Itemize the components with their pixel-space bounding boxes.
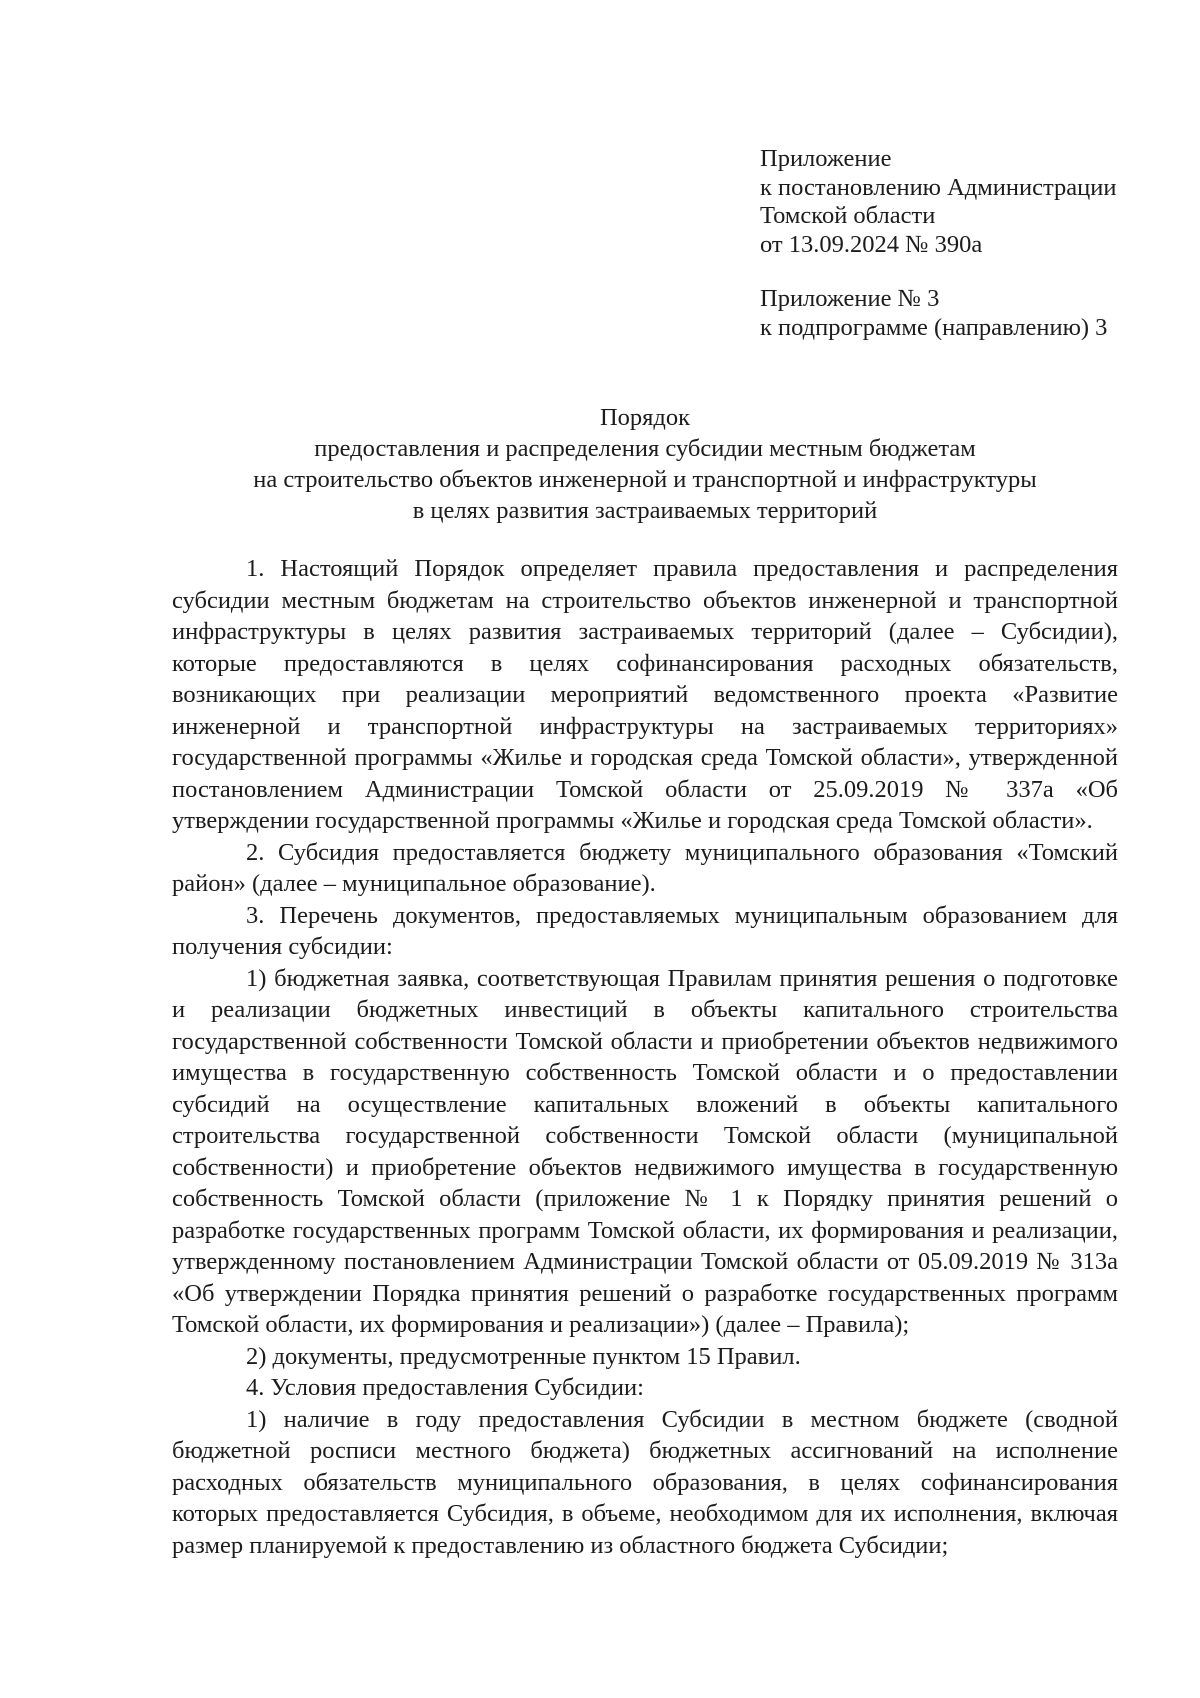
paragraph-1: 1. Настоящий Порядок определяет правила предоставления и распределения субсидии местным бюджетам на строительство объектов инженерной и транспортной инфраструктуры в целях развития застраиваемых территорий (далее – Субсидии), которые предоставляются в целях софинансирования расходных обязательств, возникающих при реализации мероприятий ведомственного проекта «Развитие инженерной и транспортной инфраструктуры на застраиваемых территориях» государственной программы «Жилье и городская среда Томской области», утвержденной постановлением Администрации Томской области от 25.09.2019 № 337а «Об утверждении государственной программы «Жилье и городская среда Томской области». — [172, 555, 1118, 834]
paragraph-2: 2. Субсидия предоставляется бюджету муниципального образования «Томский район» (далее – муниципальное образование). — [172, 838, 1118, 897]
paragraph-4: 4. Условия предоставления Субсидии: — [246, 1374, 644, 1401]
attachment-header-line: к подпрограмме (направлению) 3 — [760, 313, 1108, 341]
title-line: Порядок — [599, 404, 691, 431]
approval-header-line: от 13.09.2024 № 390а — [760, 230, 983, 258]
approval-header-line: Томской области — [760, 202, 936, 229]
title-line: предоставления и распределения субсидии местным бюджетам — [314, 435, 976, 462]
approval-header — [760, 145, 1180, 259]
title-line: на строительство объектов инженерной и транспортной и инфраструктуры — [253, 466, 1037, 493]
paragraph-3-item-2: 2) документы, предусмотренные пунктом 15 Правил. — [246, 1342, 801, 1370]
document-body — [172, 553, 1118, 1561]
paragraph-3: 3. Перечень документов, предоставляемых муниципальным образованием для получения субсидии: — [172, 901, 1118, 960]
title-line: в целях развития застраиваемых территорий — [412, 497, 878, 524]
approval-header-line: к постановлению Администрации — [760, 173, 1117, 201]
paragraph-4-item-1: 1) наличие в году предоставления Субсидии в местном бюджете (сводной бюджетной росписи местного бюджета) бюджетных ассигнований на исполнение расходных обязательств муниципального образования, в целях софинансирования которых предоставляется Субсидия, в объеме, необходимом для их исполнения, включая размер планируемой к предоставлению из областного бюджета Субсидии; — [172, 1405, 1118, 1559]
paragraph-3-item-1: 1) бюджетная заявка, соответствующая Правилам принятия решения о подготовке и реализации бюджетных инвестиций в объекты капитального строительства государственной собственности Томской области и приобретении объектов недвижимого имущества в государственную собственность Томской области и о предоставлении субсидий на осуществление капитальных вложений в объекты капитального строительства государственной собственности Томской области (муниципальной собственности) и приобретение объектов недвижимого имущества в государственную собственность Томской области (приложение № 1 к Порядку принятия решений о разработке государственных программ Томской области, их формирования и реализации, утвержденному постановлением Администрации Томской области от 05.09.2019 № 313а «Об утверждении Порядка принятия решений о разработке государственных программ Томской области, их формирования и реализации») (далее – Правила); — [172, 964, 1118, 1338]
document-title — [170, 402, 1120, 526]
attachment-header — [760, 285, 1180, 342]
attachment-header-line: Приложение № 3 — [760, 285, 940, 312]
approval-header-line: Приложение — [760, 145, 892, 172]
